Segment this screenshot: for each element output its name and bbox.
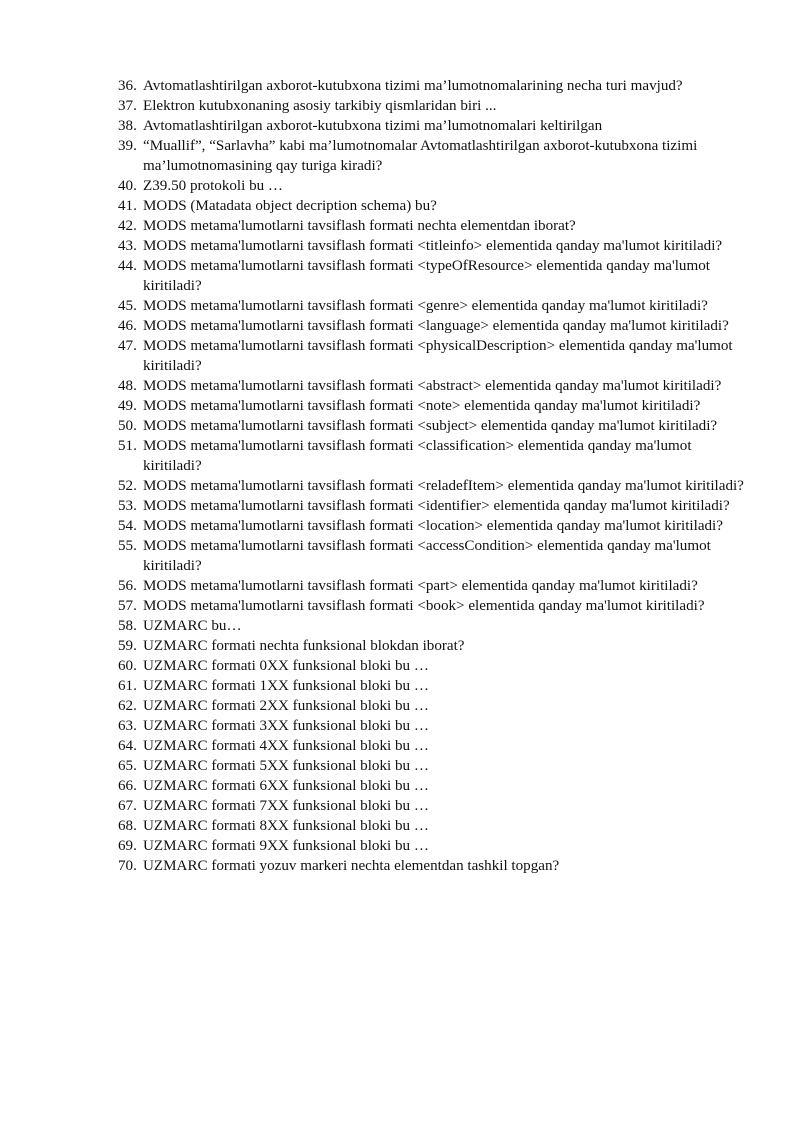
question-item — [118, 416, 748, 436]
question-text: MODS metama'lumotlarni tavsiflash formati <note> elementida qanday ma'lumot kiritiladi? — [143, 398, 701, 414]
question-text: UZMARC formati nechta funksional blokdan iborat? — [143, 638, 465, 654]
question-number: 58. — [118, 618, 137, 634]
question-item — [118, 796, 748, 816]
question-item — [118, 616, 748, 636]
question-item — [118, 136, 748, 176]
question-item — [118, 516, 748, 536]
question-item — [118, 496, 748, 516]
question-number: 51. — [118, 438, 137, 454]
question-number: 62. — [118, 698, 137, 714]
question-number: 63. — [118, 718, 137, 734]
question-text: MODS metama'lumotlarni tavsiflash formati <identifier> elementida qanday ma'lumot kiritiladi? — [143, 498, 730, 514]
question-item — [118, 756, 748, 776]
question-item — [118, 776, 748, 796]
question-text: Avtomatlashtirilgan axborot-kutubxona tizimi ma’lumotnomalari keltirilgan — [143, 118, 603, 134]
question-text: UZMARC formati 4XX funksional bloki bu … — [143, 738, 429, 754]
question-number: 47. — [118, 338, 137, 354]
question-item — [118, 836, 748, 856]
question-number: 42. — [118, 218, 137, 234]
question-number: 50. — [118, 418, 137, 434]
question-text: UZMARC formati 6XX funksional bloki bu … — [143, 778, 429, 794]
question-number: 38. — [118, 118, 137, 134]
question-number: 67. — [118, 798, 137, 814]
question-text: MODS metama'lumotlarni tavsiflash formati <titleinfo> elementida qanday ma'lumot kiritiladi? — [143, 238, 723, 254]
question-text: “Muallif”, “Sarlavha” kabi ma’lumotnomalar Avtomatlashtirilgan axborot-kutubxona tizimi ma’lumotnomasining qay turiga kiradi? — [143, 138, 698, 174]
question-item — [118, 336, 748, 376]
question-item — [118, 676, 748, 696]
question-text: MODS metama'lumotlarni tavsiflash formati <accessCondition> elementida qanday ma'lumot kiritiladi? — [143, 538, 711, 574]
question-text: Elektron kutubxonaning asosiy tarkibiy qismlaridan biri ... — [143, 98, 497, 114]
question-item — [118, 376, 748, 396]
question-number: 52. — [118, 478, 137, 494]
question-list — [118, 76, 748, 876]
question-item — [118, 696, 748, 716]
question-number: 40. — [118, 178, 137, 194]
question-item — [118, 736, 748, 756]
question-text: MODS metama'lumotlarni tavsiflash formati <classification> elementida qanday ma'lumot kiritiladi? — [143, 438, 692, 474]
question-text: UZMARC formati 1XX funksional bloki bu … — [143, 678, 429, 694]
question-number: 45. — [118, 298, 137, 314]
question-item — [118, 216, 748, 236]
question-number: 60. — [118, 658, 137, 674]
question-item — [118, 596, 748, 616]
question-text: UZMARC formati 9XX funksional bloki bu … — [143, 838, 429, 854]
question-number: 68. — [118, 818, 137, 834]
question-number: 57. — [118, 598, 137, 614]
question-number: 48. — [118, 378, 137, 394]
question-item — [118, 196, 748, 216]
question-text: UZMARC formati yozuv markeri nechta elementdan tashkil topgan? — [143, 858, 560, 874]
question-number: 65. — [118, 758, 137, 774]
question-text: UZMARC formati 7XX funksional bloki bu … — [143, 798, 429, 814]
question-text: MODS metama'lumotlarni tavsiflash formati <reladefItem> elementida qanday ma'lumot kiritiladi? — [143, 478, 744, 494]
question-item — [118, 76, 748, 96]
question-text: UZMARC formati 2XX funksional bloki bu … — [143, 698, 429, 714]
question-item — [118, 96, 748, 116]
question-number: 59. — [118, 638, 137, 654]
question-item — [118, 296, 748, 316]
question-number: 61. — [118, 678, 137, 694]
question-number: 56. — [118, 578, 137, 594]
question-text: UZMARC formati 3XX funksional bloki bu … — [143, 718, 429, 734]
question-item — [118, 856, 748, 876]
question-item — [118, 816, 748, 836]
question-number: 64. — [118, 738, 137, 754]
question-text: MODS metama'lumotlarni tavsiflash formati <abstract> elementida qanday ma'lumot kiritiladi? — [143, 378, 722, 394]
question-number: 41. — [118, 198, 137, 214]
question-text: UZMARC formati 5XX funksional bloki bu … — [143, 758, 429, 774]
question-text: UZMARC formati 8XX funksional bloki bu … — [143, 818, 429, 834]
question-text: Z39.50 protokoli bu … — [143, 178, 284, 194]
question-number: 36. — [118, 78, 137, 94]
question-number: 43. — [118, 238, 137, 254]
question-number: 54. — [118, 518, 137, 534]
question-text: MODS metama'lumotlarni tavsiflash formati <book> elementida qanday ma'lumot kiritiladi? — [143, 598, 705, 614]
question-item — [118, 436, 748, 476]
question-text: MODS metama'lumotlarni tavsiflash formati <subject> elementida qanday ma'lumot kiritiladi? — [143, 418, 718, 434]
question-item — [118, 116, 748, 136]
question-text: MODS metama'lumotlarni tavsiflash formati <genre> elementida qanday ma'lumot kiritiladi? — [143, 298, 708, 314]
question-number: 53. — [118, 498, 137, 514]
question-number: 70. — [118, 858, 137, 874]
question-text: MODS metama'lumotlarni tavsiflash formati <part> elementida qanday ma'lumot kiritiladi? — [143, 578, 698, 594]
question-item — [118, 396, 748, 416]
question-number: 49. — [118, 398, 137, 414]
question-text: MODS metama'lumotlarni tavsiflash formati <physicalDescription> elementida qanday ma'lumot kiritiladi? — [143, 338, 733, 374]
question-item — [118, 256, 748, 296]
question-item — [118, 716, 748, 736]
question-text: UZMARC formati 0XX funksional bloki bu … — [143, 658, 429, 674]
question-item — [118, 316, 748, 336]
question-item — [118, 536, 748, 576]
question-item — [118, 176, 748, 196]
question-item — [118, 656, 748, 676]
question-number: 55. — [118, 538, 137, 554]
question-number: 46. — [118, 318, 137, 334]
question-text: MODS metama'lumotlarni tavsiflash formati <language> elementida qanday ma'lumot kiritiladi? — [143, 318, 729, 334]
question-text: MODS metama'lumotlarni tavsiflash formati <location> elementida qanday ma'lumot kiritiladi? — [143, 518, 723, 534]
question-item — [118, 576, 748, 596]
question-number: 44. — [118, 258, 137, 274]
question-text: MODS metama'lumotlarni tavsiflash formati nechta elementdan iborat? — [143, 218, 576, 234]
question-item — [118, 476, 748, 496]
question-text: UZMARC bu… — [143, 618, 242, 634]
question-text: MODS metama'lumotlarni tavsiflash formati <typeOfResource> elementida qanday ma'lumot kiritiladi? — [143, 258, 710, 294]
question-number: 39. — [118, 138, 137, 154]
question-number: 66. — [118, 778, 137, 794]
question-item — [118, 636, 748, 656]
question-number: 69. — [118, 838, 137, 854]
question-item — [118, 236, 748, 256]
question-text: MODS (Matadata object decription schema) bu? — [143, 198, 437, 214]
question-number: 37. — [118, 98, 137, 114]
question-text: Avtomatlashtirilgan axborot-kutubxona tizimi ma’lumotnomalarining necha turi mavjud? — [143, 78, 683, 94]
